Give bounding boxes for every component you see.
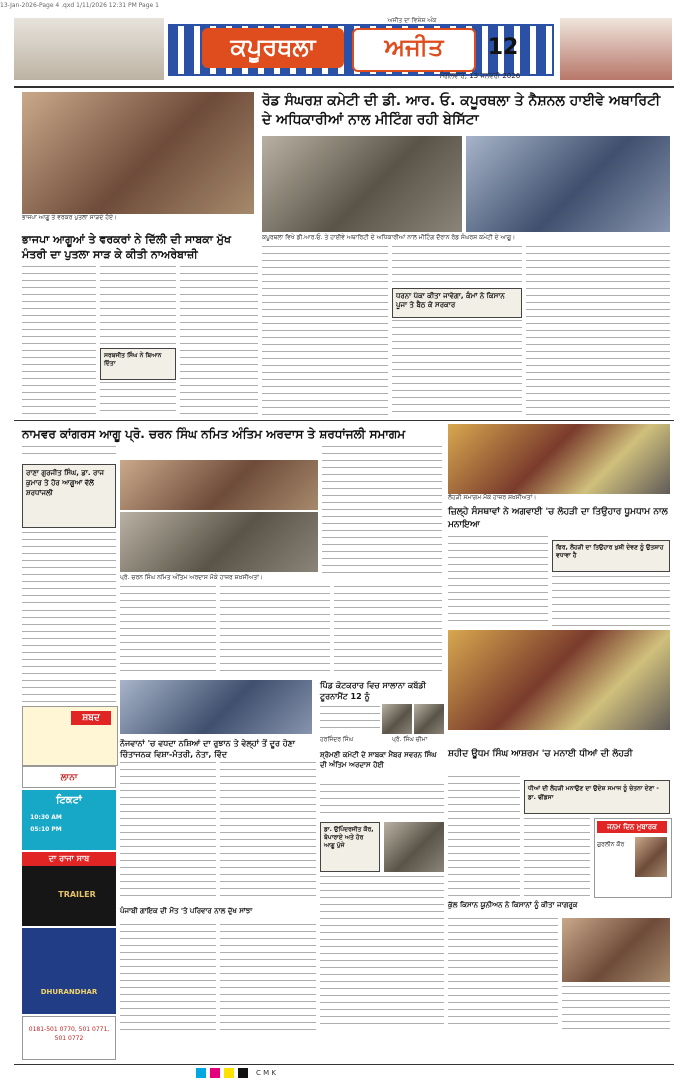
print-slug: 13-Jan-2026-Page 4 .qxd 1/11/2026 12:31 PM Page 1 bbox=[0, 2, 159, 9]
color-bar bbox=[196, 1068, 396, 1080]
dhurandhar-ad bbox=[22, 928, 116, 1014]
bjp-photo-caption: ਭਾਜਪਾ ਆਗੂ ਤੇ ਵਰਕਰ ਪੁਤਲਾ ਸਾੜਦੇ ਹੋਏ। bbox=[22, 214, 117, 221]
tournament-portrait-1 bbox=[382, 704, 412, 734]
congress-leaders-photo bbox=[120, 460, 318, 510]
lead-headline: ਰੋਡ ਸੰਘਰਸ਼ ਕਮੇਟੀ ਦੀ ਡੀ. ਆਰ. ਓ. ਕਪੂਰਥਲਾ ਤੇ ਨੈਸ਼ਨਲ ਹਾਈਵੇ ਅਥਾਰਿਟੀ ਦੇ ਅਧਿਕਾਰੀਆਂ ਨਾਲ ਮੀਟਿੰਗ ਰਹੀ ਬੇਸਿੱਟਾ bbox=[262, 93, 661, 128]
shabad-ad bbox=[22, 706, 118, 766]
lead-text-col2b bbox=[392, 320, 522, 418]
tournament-portrait-2 bbox=[414, 704, 444, 734]
congress-text-col4 bbox=[220, 586, 330, 676]
lohri-headline: ਜ਼ਿਲ੍ਹੇ ਸੰਸਥਾਵਾਂ ਨੇ ਅਗਵਾਈ 'ਚ ਲੋਹੜੀ ਦਾ ਤਿਉਹਾਰ ਧੂਮਧਾਮ ਨਾਲ ਮਨਾਇਆ bbox=[448, 507, 668, 530]
timing-ad-title: ਟਿਕਟਾਂ bbox=[56, 795, 82, 806]
farmers-portraits bbox=[562, 918, 670, 982]
congress-text-col1b bbox=[22, 610, 116, 702]
congress-gathering-photo bbox=[120, 512, 318, 572]
trailer-ad bbox=[22, 866, 116, 926]
bottom-left-headline: ਪੰਜਾਬੀ ਗਾਇਕ ਦੀ ਮੌਤ 'ਤੇ ਪਰਿਵਾਰ ਨਾਲ ਦੁੱਖ ਸਾਂਝਾ bbox=[120, 907, 253, 915]
birthday-name: ਗੁਰਲੀਨ ਕੌਰ bbox=[597, 841, 625, 848]
lohri-photo-caption: ਲੋਹੜੀ ਸਮਾਗਮ ਮੌਕੇ ਹਾਜ਼ਰ ਸ਼ਖ਼ਸੀਅਤਾਂ। bbox=[448, 494, 537, 501]
gurdwara-photo bbox=[14, 18, 164, 80]
bottom-left-text-col1 bbox=[120, 924, 216, 1030]
timing-slot-2: 05:10 PM bbox=[30, 826, 62, 833]
congress-text-intro bbox=[22, 446, 116, 458]
congress-photo-caption: ਪ੍ਰੋ. ਚਰਨ ਸਿੰਘ ਨਮਿਤ ਅੰਤਿਮ ਅਰਦਾਸ ਮੌਕੇ ਹਾਜ਼ਰ ਸ਼ਖ਼ਸੀਅਤਾਂ। bbox=[120, 574, 264, 581]
congress-text-col1 bbox=[22, 532, 116, 604]
lead-photo-left bbox=[262, 136, 462, 232]
page-number: 12 bbox=[487, 35, 519, 60]
lead-text-col3 bbox=[526, 246, 670, 418]
tournament-caption-right: ਪ੍ਰੋ. ਸਿੰਘ ਚੀਮਾ bbox=[392, 736, 428, 743]
cmyk-label: C M K bbox=[256, 1069, 276, 1077]
bjp-text-col2b bbox=[100, 382, 176, 416]
farmers-text-b bbox=[562, 986, 670, 1030]
school-quote-box: ਧੀਆਂ ਦੀ ਲੋਹੜੀ ਮਨਾਉਣ ਦਾ ਉਦੇਸ਼ ਸਮਾਜ ਨੂੰ ਚੇਤਨਾ ਦੇਣਾ - ਡਾ. ਢੀਂਡਸਾ bbox=[524, 780, 670, 814]
cyan-swatch bbox=[196, 1068, 206, 1078]
lohri-stage-photo bbox=[448, 630, 670, 730]
section-rule-1 bbox=[14, 420, 674, 421]
lohri-text-col2 bbox=[552, 576, 670, 626]
congress-text-col3 bbox=[120, 586, 216, 676]
school-text-col2 bbox=[524, 818, 590, 896]
birthday-photo bbox=[635, 837, 667, 877]
bjp-subhead-box: ਸਰਬਜੀਤ ਸਿੰਘ ਨੇ ਬਿਆਨ ਦਿੱਤਾ bbox=[100, 348, 176, 380]
committee-text-a bbox=[320, 784, 444, 818]
youth-officials-photo bbox=[120, 680, 312, 734]
congress-text-col2 bbox=[322, 446, 442, 574]
committee-text-b bbox=[320, 876, 444, 1030]
bjp-text-col1 bbox=[22, 266, 96, 416]
black-swatch bbox=[238, 1068, 248, 1078]
masthead-rule bbox=[14, 86, 674, 88]
congress-headline: ਨਾਮਵਰ ਕਾਂਗਰਸ ਆਗੂ ਪ੍ਰੋ. ਚਰਨ ਸਿੰਘ ਨਮਿਤ ਅੰਤਿਮ ਅਰਦਾਸ ਤੇ ਸ਼ਰਧਾਂਜਲੀ ਸਮਾਗਮ bbox=[22, 427, 406, 441]
lead-photo-right bbox=[466, 136, 670, 232]
lohri-quote-box: ਫਿਰ, ਲੋਹੜੀ ਦਾ ਤਿਉਹਾਰ ਖੁਸ਼ੀ ਦੇਵਣ ਨੂੰ ਉਤਸ਼ਾਹ ਵਧਾਵਾ ਹੈ bbox=[552, 540, 670, 572]
masthead-date: ਮੰਗਲਵਾਰ, 13 ਜਨਵਰੀ 2026 bbox=[439, 72, 521, 80]
youth-text-col2 bbox=[220, 762, 316, 902]
footer-rule bbox=[14, 1064, 674, 1065]
bjp-protest-photo bbox=[22, 92, 254, 214]
farmers-headline: ਕੁੱਲ ਕਿਸਾਨ ਯੂਨੀਅਨ ਨੇ ਕਿਸਾਨਾਂ ਨੂੰ ਕੀਤਾ ਜਾਗਰੂਕ bbox=[448, 901, 578, 909]
school-text-col1 bbox=[448, 776, 520, 896]
committee-headline: ਸ਼੍ਰੋਮਣੀ ਕਮੇਟੀ ਦੇ ਸਾਬਕਾ ਮੈਂਬਰ ਸਵਰਨ ਸਿੰਘ ਦੀ ਅੰਤਿਮ ਅਰਦਾਸ ਹੋਈ bbox=[320, 751, 437, 769]
trailer-label: TRAILER bbox=[58, 890, 96, 899]
lohri-text-col1 bbox=[448, 536, 548, 626]
heritage-building-photo bbox=[560, 18, 672, 80]
tournament-headline: ਪਿੰਡ ਕੋਟਕਰਾਰ ਵਿਚ ਸਾਲਾਨਾ ਕਬੱਡੀ ਟੂਰਨਾਮੈਂਟ 12 ਨੂੰ bbox=[320, 681, 426, 701]
raja-ad-title: ਦਾ ਰਾਜਾ ਸਾਬ bbox=[22, 852, 116, 866]
masthead-pretitle: ਅਜੀਤ ਦਾ ਵਿਸ਼ੇਸ਼ ਅੰਕ bbox=[387, 17, 437, 24]
youth-headline: ਨੌਜਵਾਨਾਂ 'ਚ ਵਧਦਾ ਨਸ਼ਿਆਂ ਦਾ ਰੁਝਾਨ ਤੇ ਵੇਲ੍ਹਾਂ ਤੋਂ ਦੂਰ ਹੋਣਾ ਚਿੰਤਾਜਨਕ ਵਿਸ਼ਾ-ਮੰਤਰੀ, ਨੇਤਾ, ਵਿੰਦ bbox=[120, 739, 296, 759]
magenta-swatch bbox=[210, 1068, 220, 1078]
farmers-text bbox=[448, 918, 558, 1030]
bjp-text-col3 bbox=[180, 266, 258, 416]
birthday-box bbox=[594, 818, 672, 898]
dhurandhar-label: DHURANDHAR bbox=[40, 988, 98, 996]
congress-text-col5 bbox=[334, 586, 442, 676]
committee-portrait bbox=[384, 822, 444, 872]
masthead-paper: ਅਜੀਤ bbox=[352, 28, 476, 72]
school-headline: ਸ਼ਹੀਦ ਊਧਮ ਸਿੰਘ ਆਸ਼ਰਮ 'ਚ ਮਨਾਈ ਧੀਆਂ ਦੀ ਲੋਹੜੀ bbox=[448, 749, 633, 759]
shabad-ad-title: ਸ਼ਬਦ bbox=[71, 711, 111, 725]
bjp-text-col2 bbox=[100, 266, 176, 346]
lanro-ad: ਲਾਨਾ bbox=[22, 766, 116, 788]
timing-ad bbox=[22, 790, 116, 850]
youth-text-col1 bbox=[120, 762, 216, 902]
bjp-headline: ਭਾਜਪਾ ਆਗੂਆਂ ਤੇ ਵਰਕਰਾਂ ਨੇ ਦਿੱਲੀ ਦੀ ਸਾਬਕਾ ਮੁੱਖ ਮੰਤਰੀ ਦਾ ਪੁਤਲਾ ਸਾੜ ਕੇ ਕੀਤੀ ਨਾਅਰੇਬਾਜ਼ੀ bbox=[22, 233, 231, 261]
committee-box: ਡਾ. ਉਪਿੰਦਰਜੀਤ ਕੌਰ, ਬੋਪਾਰਾਏ ਅਤੇ ਹੋਰ ਆਗੂ ਪੁੱਜੇ bbox=[320, 822, 380, 872]
ad-contact: 0181-501 0770, 501 0771, 501 0772 bbox=[22, 1016, 116, 1060]
bottom-left-text-col2 bbox=[220, 924, 316, 1030]
timing-slot-1: 10:30 AM bbox=[30, 814, 62, 821]
lead-pullquote: ਧਰਨਾ ਪੱਕਾ ਕੀਤਾ ਜਾਵੇਗਾ, ਕੰਮਾਂ ਨੇ ਕਿਸਾਨ ਪੂਜਾ ਤੇ ਬੈਠ ਕੇ ਸਰਕਾਰ bbox=[392, 288, 522, 318]
tournament-text bbox=[320, 706, 380, 732]
congress-subhead-box: ਰਾਣਾ ਗੁਰਜੀਤ ਸਿੰਘ, ਡਾ. ਰਾਜ ਕੁਮਾਰ ਤੇ ਹੋਰ ਆਗੂਆਂ ਵੱਲੋਂ ਸ਼ਰਧਾਂਜਲੀ bbox=[22, 464, 116, 528]
lead-text-col1 bbox=[262, 246, 388, 418]
lead-photo-caption: ਕਪੂਰਥਲਾ ਵਿਖੇ ਡੀ.ਆਰ.ਓ. ਤੇ ਹਾਈਵੇ ਅਥਾਰਿਟੀ ਦੇ ਅਧਿਕਾਰੀਆਂ ਨਾਲ ਮੀਟਿੰਗ ਦੌਰਾਨ ਰੋਡ ਸੰਘਰਸ਼ ਕਮੇਟੀ ਦੇ ਆਗੂ। bbox=[262, 234, 516, 241]
lead-text-col2a bbox=[392, 246, 522, 286]
birthday-title: ਜਨਮ ਦਿਨ ਮੁਬਾਰਕ bbox=[597, 821, 667, 833]
lohri-crowd-photo bbox=[448, 424, 670, 494]
tournament-caption-left: ਹਰਜਿੰਦਰ ਸਿੰਘ bbox=[320, 736, 354, 743]
yellow-swatch bbox=[224, 1068, 234, 1078]
masthead-city: ਕਪੂਰਥਲਾ bbox=[202, 28, 344, 68]
